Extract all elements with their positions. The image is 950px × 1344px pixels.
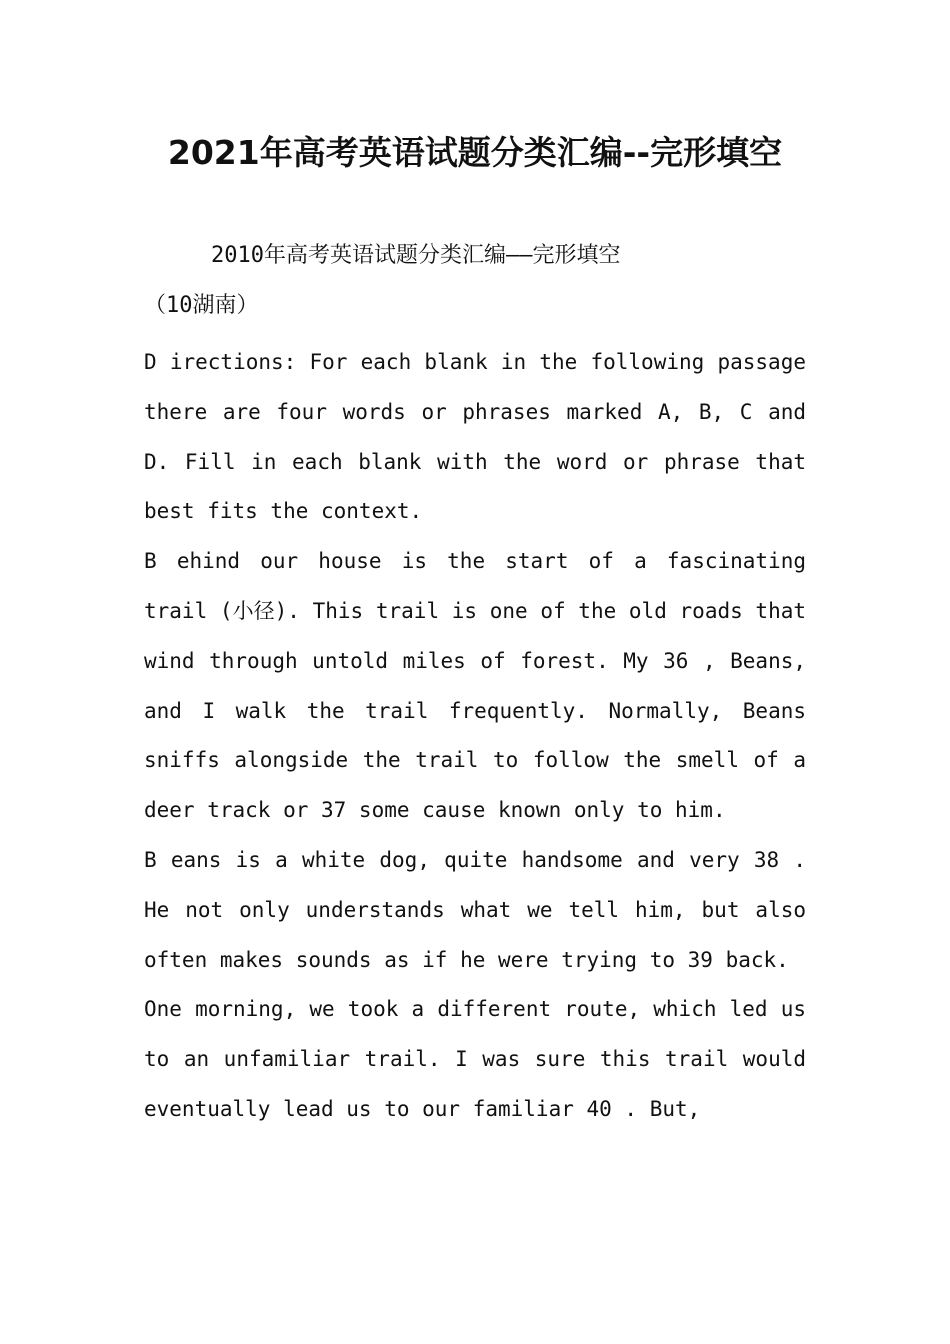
document-title: 2021年高考英语试题分类汇编--完形填空 — [167, 133, 783, 172]
paragraph-1: B ehind our house is the start of a fascinating trail (小径). This trail is one of the old roads that wind through untold miles of forest. My 36 , Beans, and I walk the trail frequently. Normally, Beans sniffs alongside the trail to follow the smell of a deer track or 37 some cause known only to him. — [144, 549, 806, 823]
source-label: （10湖南） — [144, 293, 259, 318]
passage-body — [144, 338, 806, 1135]
paragraph-2: B eans is a white dog, quite handsome and very 38 . He not only understands what we tell him, but also often makes sounds as if he were trying to 39 back. — [144, 847, 806, 972]
paragraph-directions: D irections: For each blank in the following passage there are four words or phrases marked A, B, C and D. Fill in each blank with the word or phrase that best fits the context. — [144, 350, 806, 524]
paragraph-3: One morning, we took a different route, which led us to an unfamiliar trail. I was sure this trail would eventually lead us to our familiar 40 . But, — [144, 997, 806, 1121]
document-subtitle: 2010年高考英语试题分类汇编——完形填空 — [211, 243, 621, 268]
